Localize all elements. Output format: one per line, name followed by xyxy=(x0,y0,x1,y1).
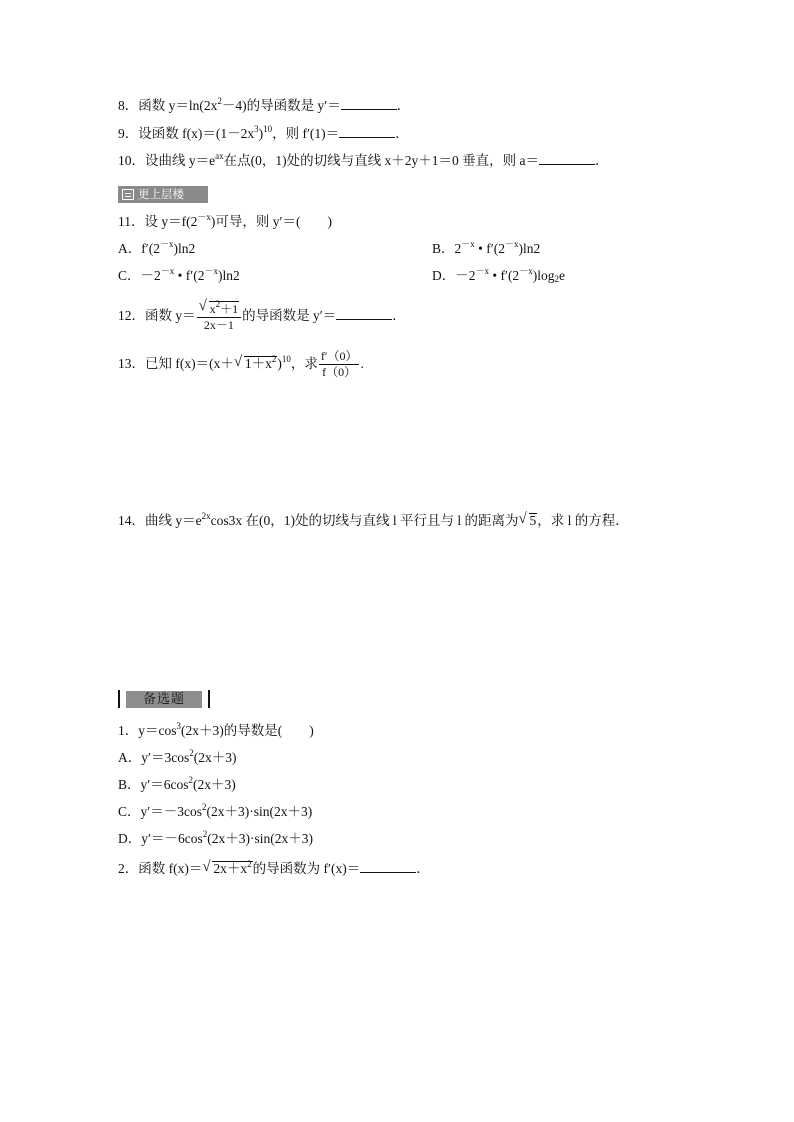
question-14: 14．曲线 $y=e^{2x}\cos 3x$ 在(0，1)处的切线与直线 l 平行且与 l 的距离为 √ 5，求 l 的方程． xyxy=(118,511,629,528)
fraction: $\frac{f'(0)}{f(0)}$ xyxy=(320,349,358,380)
spare-question-1-option-d[interactable]: D．$y'=-6\cos^2(2x+3)\cdot\sin(2x+3)$ xyxy=(118,829,313,846)
question-11-option-a[interactable]: A．$f'(2^{-x})\ln 2$ xyxy=(118,239,196,256)
square-root: √ $1+x^2$ xyxy=(233,354,277,371)
spare-question-1-option-c[interactable]: C．$y'=-3\cos^2(2x+3)\cdot\sin(2x+3)$ xyxy=(118,802,313,819)
answer-blank[interactable] xyxy=(360,860,416,873)
spare-question-1-option-b[interactable]: B．$y'=6\cos^2(2x+3)$ xyxy=(118,775,236,792)
question-11-option-c[interactable]: C．$-2^{-x}$ • $f'(2^{-x})\ln 2$ xyxy=(118,266,240,283)
spare-question-1-option-a[interactable]: A．$y'=3\cos^2(2x+3)$ xyxy=(118,748,237,765)
spare-question-1-stem: 1．$y=\cos^3(2x+3)$的导数是( ) xyxy=(118,721,314,738)
square-root: √ $x^2+1$ xyxy=(198,297,239,316)
spare-question-2: 2．函数 f(x)＝ √ $2x+x^2$的导函数为 f′(x)＝ ． xyxy=(118,859,430,876)
section-banner: 更上层楼 xyxy=(118,186,208,203)
question-9: 9．设函数 $f(x)=(1-2x^3)^{10}$，则 f′(1)＝ ． xyxy=(118,124,409,141)
question-11-option-d[interactable]: D．$-2^{-x}$ • $f'(2^{-x})\log_2e$ xyxy=(432,266,565,284)
question-11-stem: 11．设 $y=f(2^{-x})$可导，则 y′＝( ) xyxy=(118,212,332,229)
question-13: 13．已知 f(x)＝(x＋ √ $1+x^2)^{10}$，求 $\frac{f'(0)}{f(0)}$ . xyxy=(118,349,364,380)
question-10: 10．设曲线 $y=e^{ax}$在点(0，1)处的切线与直线 x＋2y＋1＝0 垂直，则 a＝ ． xyxy=(118,151,609,168)
answer-blank[interactable] xyxy=(336,307,392,320)
square-root: √ 5 xyxy=(518,511,537,528)
question-11-option-b[interactable]: B．$2^{-x}$ • $f'(2^{-x})\ln 2$ xyxy=(432,239,541,256)
answer-blank[interactable] xyxy=(339,125,395,138)
answer-blank[interactable] xyxy=(341,97,397,110)
answer-blank[interactable] xyxy=(539,152,595,165)
notebook-icon xyxy=(122,189,134,200)
question-8: 8．函数 $y=\ln(2x^2-4)$的导函数是 y′＝ ． xyxy=(118,96,411,113)
square-root: √ $2x+x^2$ xyxy=(202,859,252,876)
question-12: 12．函数 y＝ √ $x^2+1$ 2x－1 的导函数是 y′＝ ． xyxy=(118,297,406,332)
spare-section-header: 备选题 xyxy=(118,690,210,708)
fraction: √ $x^2+1$ 2x－1 xyxy=(197,301,242,333)
